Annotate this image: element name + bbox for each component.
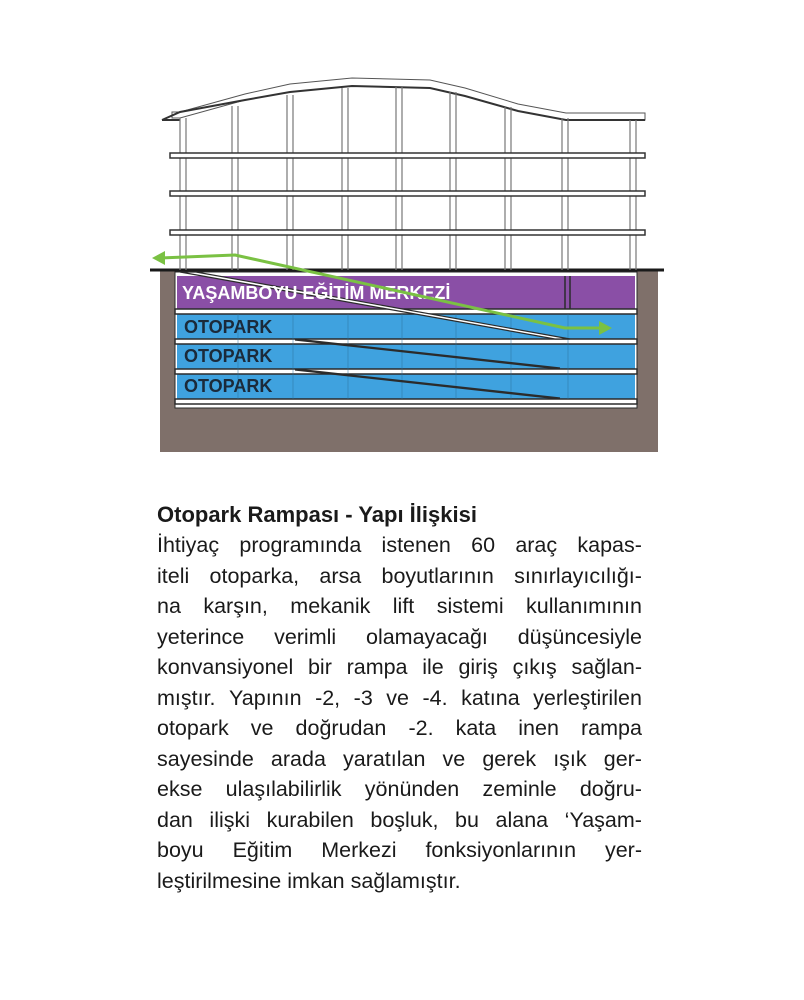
description-line: otopark ve doğrudan -2. kata inen rampa bbox=[157, 716, 642, 740]
description-line: İhtiyaç programında istenen 60 araç kapas- bbox=[157, 533, 642, 557]
floor-label-park1: OTOPARK bbox=[184, 317, 273, 337]
section-title: Otopark Rampası - Yapı İlişkisi bbox=[157, 502, 477, 527]
section-diagram bbox=[0, 0, 804, 470]
floor-label-park3: OTOPARK bbox=[184, 376, 273, 396]
roof bbox=[162, 78, 645, 120]
arrow-head-left bbox=[152, 251, 165, 265]
description-line: boyu Eğitim Merkezi fonksiyonlarının yer- bbox=[157, 838, 642, 862]
description-line: sayesinde arada yaratılan ve gerek ışık ger- bbox=[157, 746, 642, 771]
floor-slabs bbox=[170, 153, 645, 235]
description-line: iteli otoparka, arsa boyutlarının sınırlayıcılığı- bbox=[157, 563, 642, 588]
description-line: dan ilişki kurabilen boşluk, bu alana ‘Yaşam- bbox=[157, 807, 642, 832]
description-line: mıştır. Yapının -2, -3 ve -4. katına yerleştirilen bbox=[157, 685, 642, 710]
description-line: ekse ulaşılabilirlik yönünden zeminle doğru- bbox=[157, 777, 642, 801]
description-line: na karşın, mekanik lift sistemi kullanımının bbox=[157, 594, 642, 618]
description-block bbox=[157, 500, 642, 896]
description-line: leştirilmesine imkan sağlamıştır. bbox=[157, 868, 461, 893]
floor-label-lifelong: YAŞAMBOYU EĞİTİM MERKEZİ bbox=[182, 283, 451, 303]
description-line: yeterince verimli olamayacağı düşüncesiyle bbox=[157, 624, 642, 649]
description-line: konvansiyonel bir rampa ile giriş çıkış sağlan- bbox=[157, 655, 642, 679]
description-body bbox=[157, 530, 642, 896]
floor-label-park2: OTOPARK bbox=[184, 346, 273, 366]
